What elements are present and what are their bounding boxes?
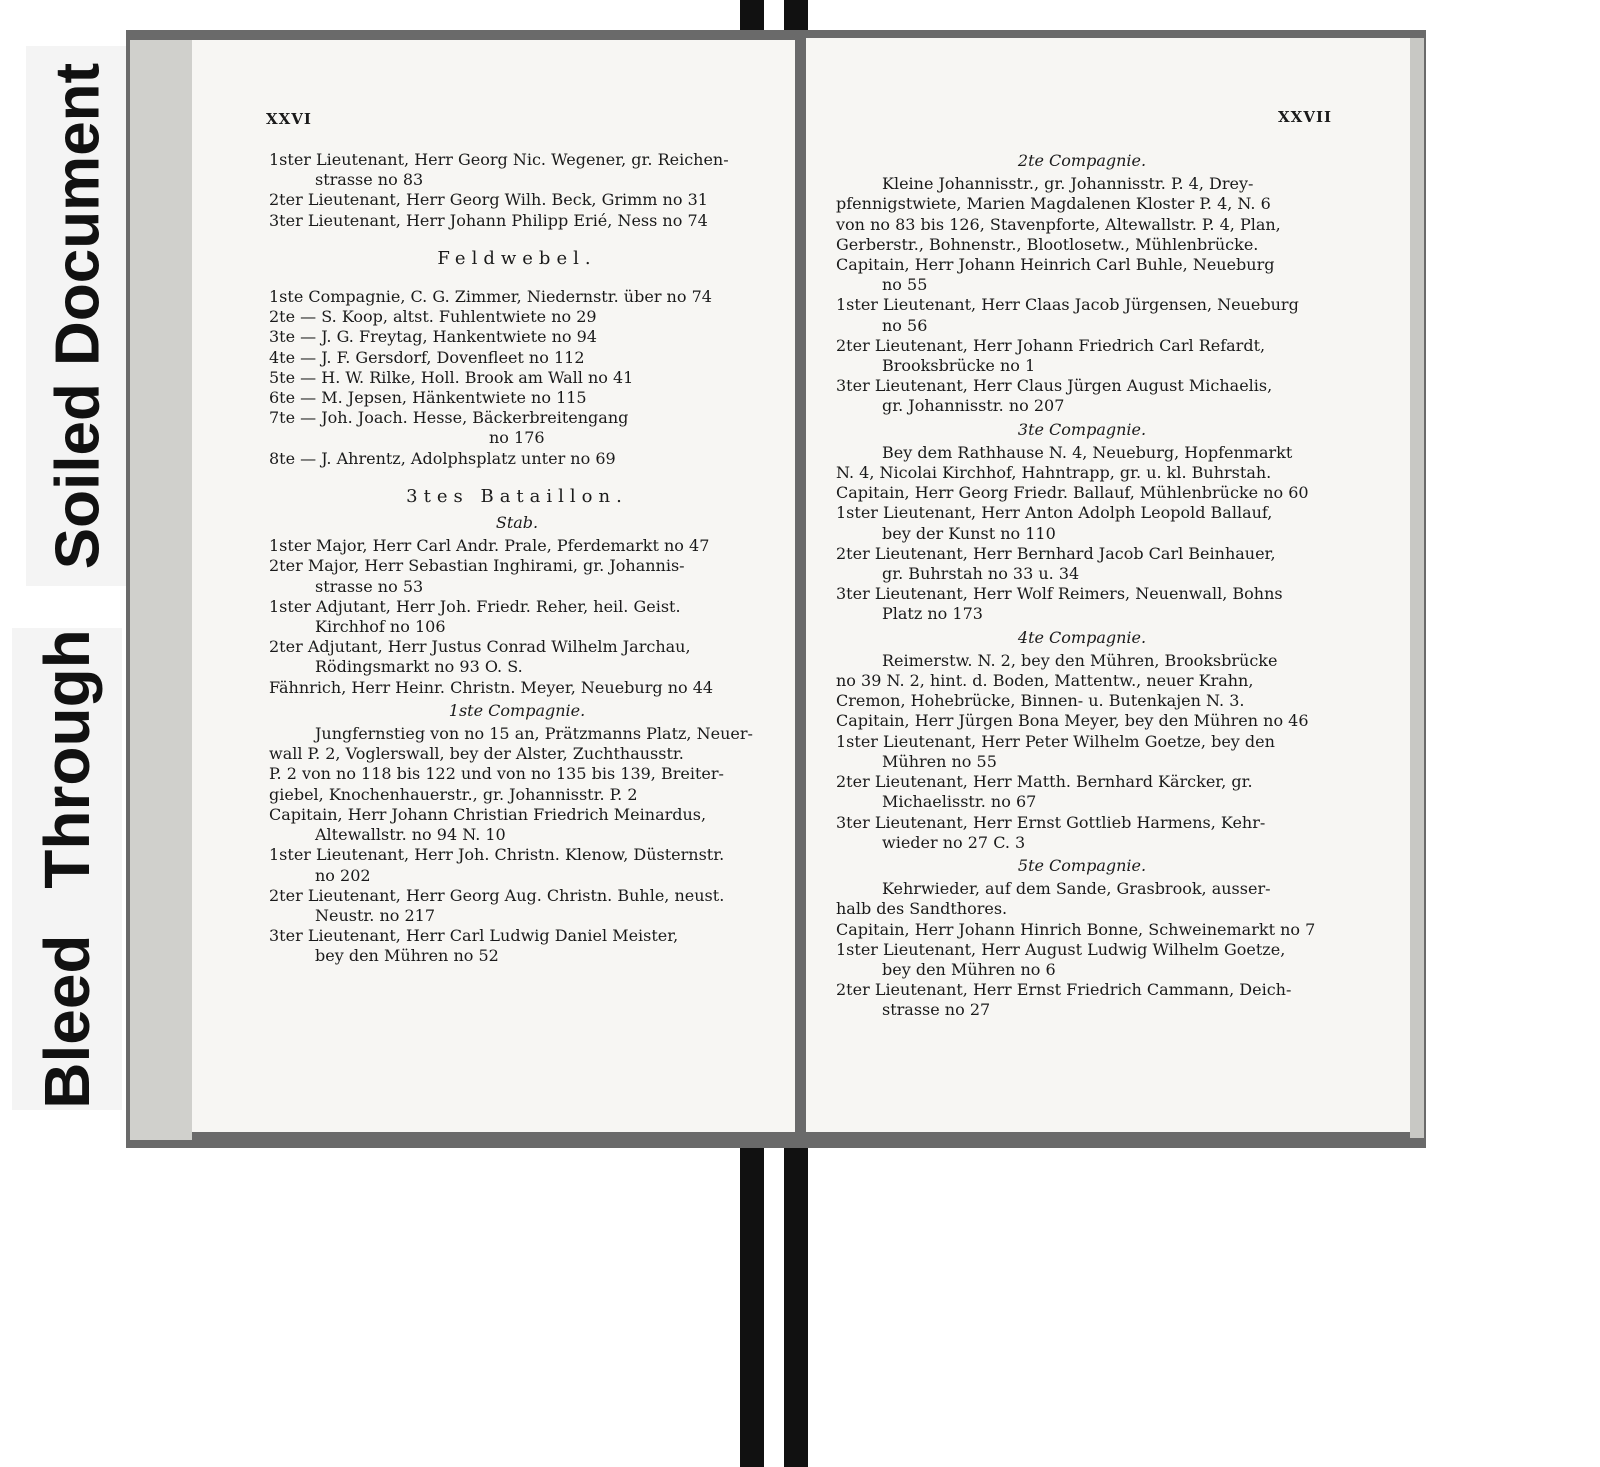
text-line: Brooksbrücke no 1: [882, 356, 1036, 376]
text-line: Cremon, Hohebrücke, Binnen- u. Butenkajen N. 3.: [836, 691, 1245, 711]
text-line: Capitain, Herr Johann Heinrich Carl Buhle, Neueburg: [836, 255, 1275, 275]
soiled-document-text: Soiled Document: [43, 62, 113, 570]
text-line: 1ster Lieutenant, Herr Joh. Christn. Klenow, Düsternstr.: [269, 845, 725, 865]
text-line: 3ter Lieutenant, Herr Ernst Gottlieb Harmens, Kehr-: [836, 812, 1266, 832]
text-line: 1ster Adjutant, Herr Joh. Friedr. Reher, heil. Geist.: [269, 596, 681, 616]
text-line: 3ter Lieutenant, Herr Johann Philipp Erié, Ness no 74: [269, 210, 708, 230]
text-line: 3ter Lieutenant, Herr Claus Jürgen August Michaelis,: [836, 376, 1273, 396]
section-heading: Feldwebel.: [437, 247, 597, 269]
section-subheading: 3te Compagnie.: [1017, 419, 1147, 439]
text-line: strasse no 53: [315, 576, 424, 596]
text-line: 2ter Lieutenant, Herr Matth. Bernhard Kärcker, gr.: [836, 772, 1253, 792]
text-line: 1ste Compagnie, C. G. Zimmer, Niedernstr. über no 74: [269, 287, 712, 307]
text-line: bey den Mühren no 6: [882, 959, 1056, 979]
section-heading: 3tes Bataillon.: [406, 485, 628, 507]
line-gap: [269, 469, 765, 481]
text-line: Rödingsmarkt no 93 O. S.: [315, 657, 523, 677]
line-gap: [269, 275, 765, 287]
text-line: 7te — Joh. Joach. Hesse, Bäckerbreitengang: [269, 408, 629, 428]
text-line: wieder no 27 C. 3: [882, 832, 1026, 852]
text-line: Kleine Johannisstr., gr. Johannisstr. P. 4, Drey-: [882, 174, 1254, 194]
text-line: Capitain, Herr Jürgen Bona Meyer, bey den Mühren no 46: [836, 711, 1309, 731]
book-left-edge: [130, 40, 192, 1140]
text-line: 3ter Lieutenant, Herr Wolf Reimers, Neuenwall, Bohns: [836, 584, 1283, 604]
text-line: Reimerstw. N. 2, bey den Mühren, Brooksbrücke: [882, 650, 1278, 670]
left-page: [192, 40, 795, 1132]
text-line: 6te — M. Jepsen, Hänkentwiete no 115: [269, 388, 587, 408]
left-page-number: XXVI: [266, 110, 312, 128]
text-line: 2ter Lieutenant, Herr Johann Friedrich Carl Refardt,: [836, 335, 1266, 355]
text-line: Platz no 173: [882, 604, 983, 624]
text-line: 1ster Lieutenant, Herr Anton Adolph Leopold Ballauf,: [836, 503, 1273, 523]
text-line: Fähnrich, Herr Heinr. Christn. Meyer, Neueburg no 44: [269, 677, 714, 697]
text-line: 4te — J. F. Gersdorf, Dovenfleet no 112: [269, 347, 585, 367]
text-line: 5te — H. W. Rilke, Holl. Brook am Wall no 41: [269, 367, 634, 387]
text-line: 3ter Lieutenant, Herr Carl Ludwig Daniel Meister,: [269, 926, 679, 946]
text-line: 1ster Lieutenant, Herr August Ludwig Wilhelm Goetze,: [836, 939, 1286, 959]
text-line: 1ster Lieutenant, Herr Claas Jacob Jürgensen, Neueburg: [836, 295, 1299, 315]
text-line: von no 83 bis 126, Stavenpforte, Altewallstr. P. 4, Plan,: [836, 214, 1281, 234]
text-line: halb des Sandthores.: [836, 899, 1008, 919]
text-line: gr. Buhrstah no 33 u. 34: [882, 564, 1080, 584]
text-line: Altewallstr. no 94 N. 10: [315, 825, 506, 845]
section-subheading: Stab.: [495, 513, 539, 533]
section-subheading: 4te Compagnie.: [1017, 627, 1147, 647]
text-line: 2ter Lieutenant, Herr Georg Aug. Christn. Buhle, neust.: [269, 885, 725, 905]
text-line: giebel, Knochenhauerstr., gr. Johannisstr. P. 2: [269, 784, 638, 804]
bleed-through-text: Bleed Through: [31, 629, 103, 1109]
text-line: 2ter Lieutenant, Herr Bernhard Jacob Carl Beinhauer,: [836, 543, 1276, 563]
text-line: Capitain, Herr Georg Friedr. Ballauf, Mühlenbrücke no 60: [836, 483, 1309, 503]
text-line: Michaelisstr. no 67: [882, 792, 1037, 812]
text-line: no 39 N. 2, hint. d. Boden, Mattentw., neuer Krahn,: [836, 671, 1254, 691]
soiled-document-label: [26, 46, 130, 586]
text-line: pfennigstwiete, Marien Magdalenen Kloster P. 4, N. 6: [836, 194, 1271, 214]
text-line: no 56: [882, 315, 928, 335]
text-line: strasse no 83: [315, 170, 424, 190]
right-page-number: XXVII: [1278, 108, 1332, 126]
text-line: 2ter Lieutenant, Herr Georg Wilh. Beck, Grimm no 31: [269, 190, 708, 210]
text-line: 3te — J. G. Freytag, Hankentwiete no 94: [269, 327, 597, 347]
text-line: Capitain, Herr Johann Christian Friedrich Meinardus,: [269, 804, 707, 824]
section-subheading: 2te Compagnie.: [1017, 151, 1147, 170]
text-line: no 176: [489, 428, 545, 448]
text-line: Neustr. no 217: [315, 905, 436, 925]
text-line: Bey dem Rathhause N. 4, Neueburg, Hopfenmarkt: [882, 442, 1293, 462]
right-page: [806, 38, 1410, 1132]
text-line: no 55: [882, 275, 928, 295]
text-line: 2te — S. Koop, altst. Fuhlentwiete no 29: [269, 307, 597, 327]
text-line: Mühren no 55: [882, 751, 997, 771]
book-right-edge: [1410, 38, 1424, 1138]
section-subheading: 5te Compagnie.: [1017, 855, 1147, 875]
text-line: 2ter Lieutenant, Herr Ernst Friedrich Cammann, Deich-: [836, 980, 1292, 1000]
text-line: 1ster Lieutenant, Herr Georg Nic. Wegener, gr. Reichen-: [269, 150, 729, 169]
left-page-text: [269, 150, 765, 967]
text-line: 1ster Lieutenant, Herr Peter Wilhelm Goetze, bey den: [836, 731, 1275, 751]
text-line: gr. Johannisstr. no 207: [882, 396, 1065, 416]
text-line: Gerberstr., Bohnenstr., Blootlosetw., Mühlenbrücke.: [836, 234, 1259, 254]
text-line: Jungfernstieg von no 15 an, Prätzmanns Platz, Neuer-: [315, 724, 753, 744]
text-line: no 202: [315, 865, 371, 885]
text-line: 8te — J. Ahrentz, Adolphsplatz unter no 69: [269, 448, 616, 468]
section-subheading: 1ste Compagnie.: [448, 700, 586, 720]
right-page-text: [836, 148, 1328, 1021]
line-gap: [269, 231, 765, 243]
bleed-through-label: [12, 628, 122, 1110]
text-line: Kehrwieder, auf dem Sande, Grasbrook, ausser-: [882, 879, 1271, 899]
text-line: Kirchhof no 106: [315, 617, 446, 637]
text-line: bey der Kunst no 110: [882, 523, 1056, 543]
text-line: P. 2 von no 118 bis 122 und von no 135 bis 139, Breiter-: [269, 764, 724, 784]
text-line: 2ter Adjutant, Herr Justus Conrad Wilhelm Jarchau,: [269, 637, 691, 657]
text-line: Capitain, Herr Johann Hinrich Bonne, Schweinemarkt no 7: [836, 919, 1316, 939]
text-line: wall P. 2, Voglerswall, bey der Alster, Zuchthausstr.: [269, 744, 684, 764]
text-line: 2ter Major, Herr Sebastian Inghirami, gr. Johannis-: [269, 556, 685, 576]
text-line: strasse no 27: [882, 1000, 991, 1020]
text-line: bey den Mühren no 52: [315, 946, 499, 966]
text-line: 1ster Major, Herr Carl Andr. Prale, Pferdemarkt no 47: [269, 536, 710, 556]
text-line: N. 4, Nicolai Kirchhof, Hahntrapp, gr. u. kl. Buhrstah.: [836, 463, 1272, 483]
